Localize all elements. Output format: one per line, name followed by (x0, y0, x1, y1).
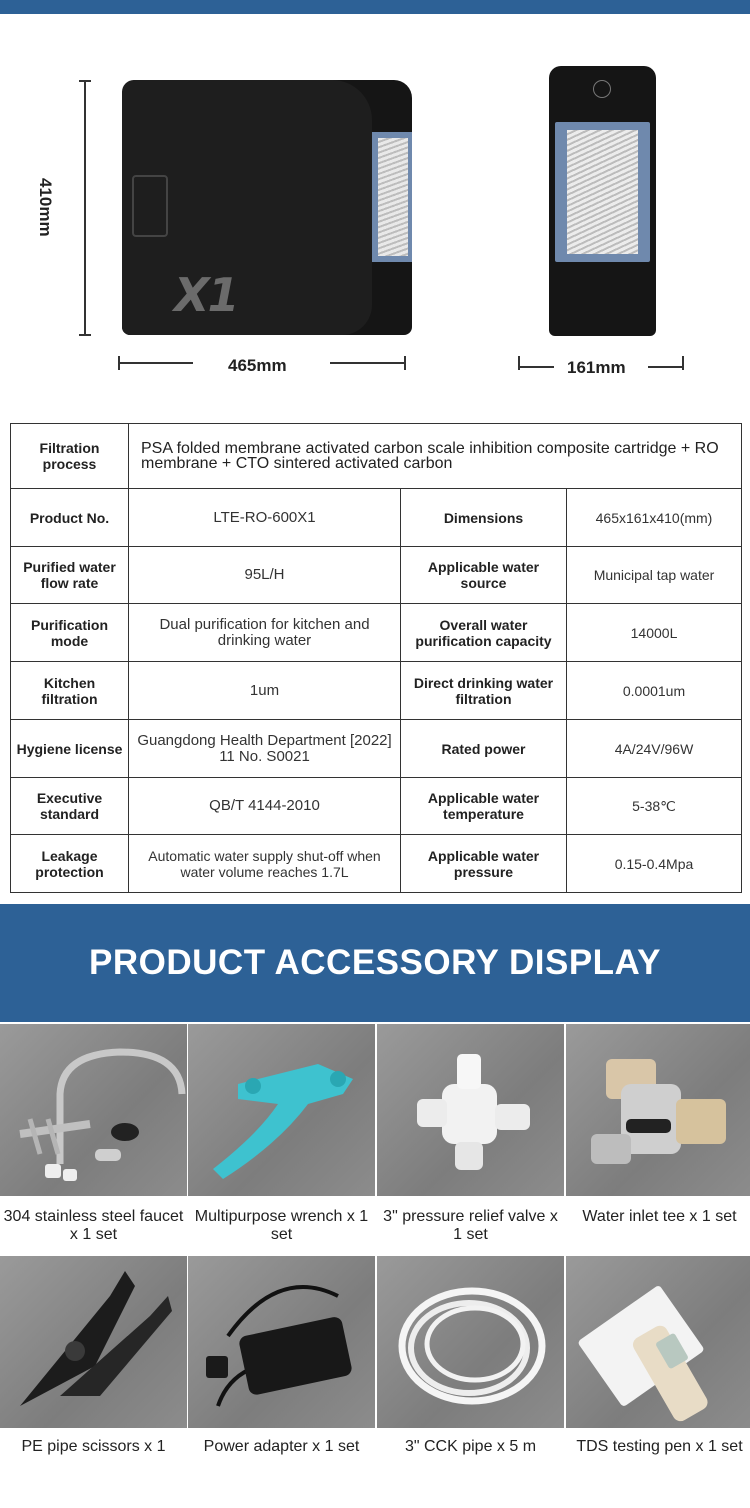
table-row (11, 720, 742, 778)
spec-key: Filtration process (11, 424, 129, 489)
spec-key: Purified water flow rate (11, 547, 129, 604)
product-logo: X1 (174, 268, 238, 322)
accessory-photo (377, 1256, 564, 1428)
spec-key: Applicable water source (401, 547, 567, 604)
spec-key: Hygiene license (11, 720, 129, 778)
spec-value: Municipal tap water (567, 547, 742, 604)
valve-icon (377, 1024, 564, 1196)
spec-key: Executive standard (11, 778, 129, 835)
spec-value: 0.0001um (567, 662, 742, 720)
accessory-label: 304 stainless steel faucet x 1 set (3, 1208, 184, 1243)
accessory-label: Power adapter x 1 set (203, 1438, 360, 1455)
spec-value: 5-38℃ (567, 778, 742, 835)
spec-value: 95L/H (129, 547, 401, 604)
spec-key: Product No. (11, 489, 129, 547)
accessory-label: 3" CCK pipe x 5 m (404, 1438, 537, 1455)
accessory-card (188, 1256, 375, 1455)
accessory-photo (0, 1024, 187, 1196)
accessory-card (0, 1024, 187, 1243)
table-row (11, 604, 742, 662)
spec-value: 4A/24V/96W (567, 720, 742, 778)
accessory-card (377, 1256, 564, 1455)
spec-key: Applicable water pressure (401, 835, 567, 893)
faucet-icon (0, 1024, 187, 1196)
depth-dim-tick-right (682, 356, 684, 370)
accessory-photo (377, 1024, 564, 1196)
accessory-card (566, 1256, 750, 1455)
table-row (11, 778, 742, 835)
pipe-coil-icon (377, 1256, 564, 1428)
height-dimension-line (84, 80, 86, 336)
spec-value: 465x161x410(mm) (567, 489, 742, 547)
table-row (11, 489, 742, 547)
spec-table (10, 423, 742, 893)
spec-value: Automatic water supply shut-off when water volume reaches 1.7L (129, 835, 401, 893)
spec-value: 0.15-0.4Mpa (567, 835, 742, 893)
accessory-label: Water inlet tee x 1 set (582, 1208, 737, 1225)
width-dimension-label: 465mm (228, 356, 287, 375)
scissors-icon (0, 1256, 187, 1428)
accessory-card (377, 1024, 564, 1243)
tds-pen-icon (566, 1256, 750, 1428)
depth-dim-line-left (518, 366, 554, 368)
spec-value: 1um (129, 662, 401, 720)
banner-title: PRODUCT ACCESSORY DISPLAY (89, 943, 661, 982)
spec-value: LTE-RO-600X1 (129, 489, 401, 547)
accessory-photo (566, 1024, 750, 1196)
accessory-photo (188, 1024, 375, 1196)
accessory-card (188, 1024, 375, 1243)
accessory-photo (0, 1256, 187, 1428)
spec-value: Guangdong Health Department [2022] 11 No. S0021 (129, 720, 401, 778)
spec-key: Applicable water temperature (401, 778, 567, 835)
nfc-badge-icon (593, 80, 611, 98)
accessory-label: PE pipe scissors x 1 (21, 1438, 166, 1455)
accessory-card (0, 1256, 187, 1455)
accessory-card (566, 1024, 750, 1225)
wrench-icon (188, 1024, 375, 1196)
top-accent-bar (0, 0, 750, 14)
spec-key: Kitchen filtration (11, 662, 129, 720)
width-dim-tick-right (404, 356, 406, 370)
depth-dimension-label: 161mm (567, 358, 626, 377)
table-row (11, 662, 742, 720)
depth-dim-line-right (648, 366, 684, 368)
power-adapter-icon (188, 1256, 375, 1428)
accessory-label: 3" pressure relief valve x 1 set (383, 1208, 558, 1243)
spec-key: Purification mode (11, 604, 129, 662)
purifier-side-image (549, 66, 656, 336)
height-dimension-label: 410mm (35, 174, 55, 241)
purifier-front-image (122, 80, 412, 335)
table-row (11, 547, 742, 604)
accessory-banner (0, 904, 750, 1022)
accessory-photo (188, 1256, 375, 1428)
spec-key: Overall water purification capacity (401, 604, 567, 662)
spec-value: Dual purification for kitchen and drinking water (129, 604, 401, 662)
accessory-photo (566, 1256, 750, 1428)
accessory-label: Multipurpose wrench x 1 set (194, 1208, 369, 1243)
width-dim-line-right (330, 362, 406, 364)
width-dim-line-left (118, 362, 193, 364)
tee-icon (566, 1024, 750, 1196)
spec-key: Leakage protection (11, 835, 129, 893)
spec-key: Rated power (401, 720, 567, 778)
table-row (11, 424, 742, 489)
spec-value: QB/T 4144-2010 (129, 778, 401, 835)
accessory-label: TDS testing pen x 1 set (576, 1438, 743, 1455)
table-row (11, 835, 742, 893)
spec-key: Dimensions (401, 489, 567, 547)
spec-value: PSA folded membrane activated carbon scale inhibition composite cartridge + RO membrane + CTO sintered activated carbon (129, 424, 742, 489)
spec-key: Direct drinking water filtration (401, 662, 567, 720)
spec-value: 14000L (567, 604, 742, 662)
